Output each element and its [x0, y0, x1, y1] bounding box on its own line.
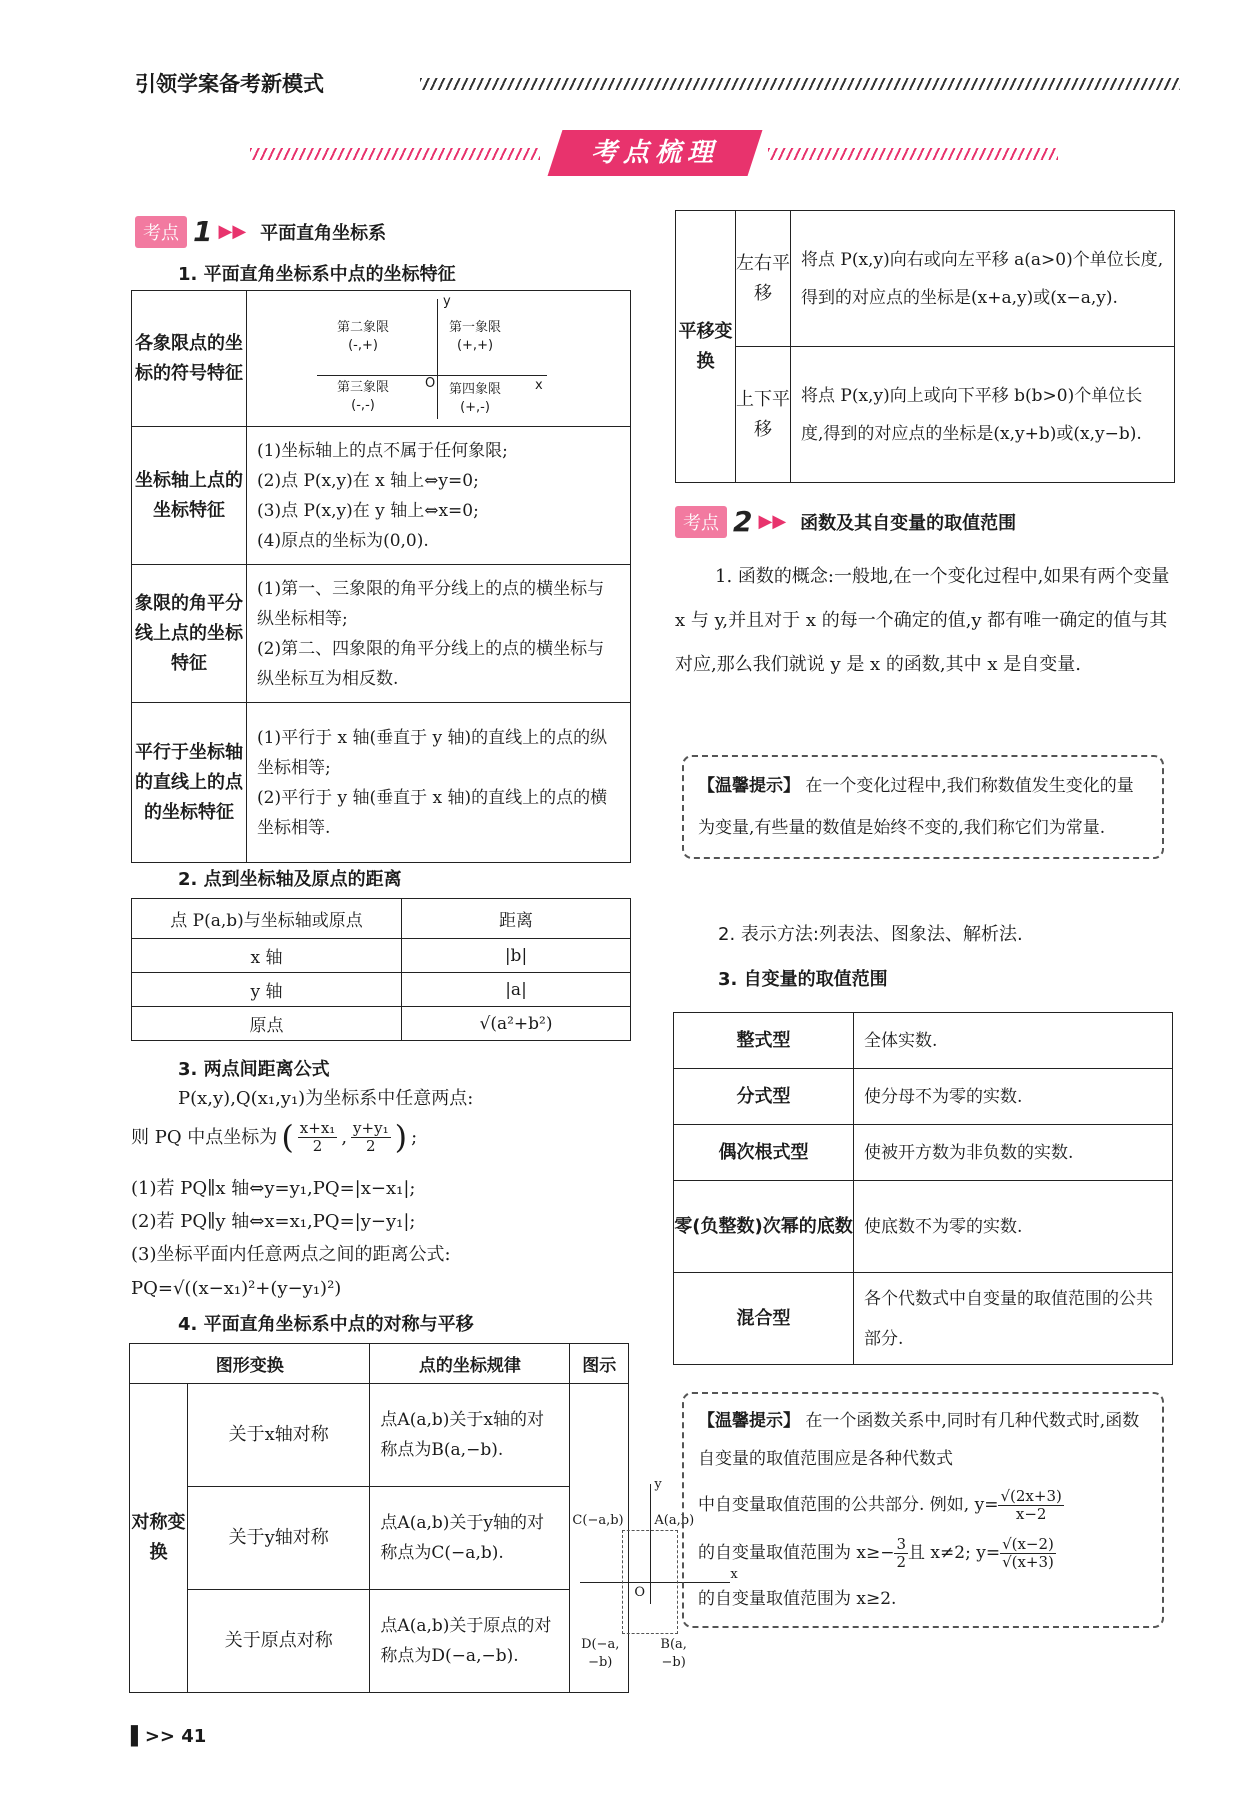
distance-table: 点 P(a,b)与坐标轴或原点 距离 x 轴 |b| y 轴 |a| 原点 √(a²+b²): [131, 898, 631, 1041]
translation-table: 平移变换 左右平移 将点 P(x,y)向右或向左平移 a(a>0)个单位长度,得到的对应点的坐标是(x+a,y)或(x−a,y). 上下平移 将点 P(x,y)向上或向下平移 b(b>0)个单位长度,得到的对应点的坐标是(x,y+b)或(x,y−b).: [675, 210, 1175, 483]
symmetry-figure: y x O A(a,b) C(−a,b) D(−a,−b) B(a,−b): [570, 1384, 629, 1693]
banner-rule-left: [250, 148, 540, 160]
header-title: 引领学案备考新模式: [135, 71, 324, 96]
banner-rule-right: [768, 148, 1058, 160]
f2-text: 2. 表示方法:列表法、图象法、解析法.: [718, 924, 1023, 945]
s1-title: 1. 平面直角坐标系中点的坐标特征: [178, 264, 456, 285]
page-number: ▌>> 41: [131, 1726, 207, 1747]
quadrant-diagram: y x O 第二象限 (-,+) 第一象限 (+,+) 第三象限 (-,-) 第四象限 (+,-): [247, 291, 631, 427]
kaodian-1-heading: 考点 1 ▶▶ 平面直角坐标系: [135, 215, 386, 248]
coord-feature-table: 各象限点的坐标的符号特征 y x O 第二象限 (-,+) 第一象限 (+,+) 第三象限 (-,-) 第四象限 (+,-) 坐标轴上点的坐标特征 (1)坐标轴上的点不属于任何象限; (2)点 P(x,y)在 x 轴上⇔y=0; (3)点 P(x,y)在 y 轴上⇔x=0; (4)原点的坐标为(0,0). 象限的角平分线上点的坐标特征 (1)第一、三象限的角平分线上的点的横坐标与纵坐标相等; (2)第二、四象限的角平分线上的点的横坐标与纵坐标互为相反数. 平行于坐标轴的直线上的点的坐标特征 (1)平行于 x 轴(垂直于 y 轴)的直线上的点的纵坐标相等; (2)平行于 y 轴(垂直于 x 轴)的直线上的点的横坐标相等.: [131, 290, 631, 863]
domain-table: 整式型 全体实数. 分式型 使分母不为零的实数. 偶次根式型 使被开方数为非负数的实数. 零(负整数)次幂的底数 使底数不为零的实数. 混合型 各个代数式中自变量的取值范围的公共部分.: [673, 1012, 1173, 1365]
s4-title: 4. 平面直角坐标系中点的对称与平移: [178, 1314, 474, 1335]
row-label: 各象限点的坐标的符号特征: [132, 291, 247, 427]
symmetry-table: 图形变换 点的坐标规律 图示 对称变换 关于x轴对称 点A(a,b)关于x轴的对称点为B(a,−b). y x O A(a,b) C(−a,b) D(−a,−b) B(a,−b) 关于y轴对称 点A(a,b)关于y轴的对称点为C(−a,b). 关于原点对称 点A(a,b)关于原点的对称点为D(−a,−b).: [129, 1343, 629, 1693]
midpoint-formula: 则 PQ 中点坐标为 ( $\frac{\text{x+x₁}}{2}$ , $\frac{\text{y+y₁}}{2}$ ) ;: [131, 1118, 418, 1156]
section-banner: 考点梳理: [548, 130, 763, 176]
header-rule: [420, 78, 1180, 90]
f3-title: 3. 自变量的取值范围: [718, 969, 888, 990]
s3-title: 3. 两点间距离公式: [178, 1059, 330, 1080]
s2-title: 2. 点到坐标轴及原点的距离: [178, 869, 402, 890]
tip-box-2: 【温馨提示】 在一个函数关系中,同时有几种代数式时,函数自变量的取值范围应是各种代数式 中自变量取值范围的公共部分. 例如, y= $\frac{√(2x+3)}{x-2}$ 的自变量取值范围为 x≥− $\frac{3}{2}$ 且 x≠2; y= $\frac{√(x-2)}{√(x+3)}$ 的自变量取值范围为 x≥2.: [682, 1392, 1164, 1628]
kaodian-2-heading: 考点 2 ▶▶ 函数及其自变量的取值范围: [675, 505, 1016, 538]
function-definition: 1. 函数的概念:一般地,在一个变化过程中,如果有两个变量 x 与 y,并且对于 x 的每一个确定的值,y 都有唯一确定的值与其对应,那么我们就说 y 是 x 的函数,其中 x 是自变量.: [675, 566, 1170, 675]
tip-box-1: 【温馨提示】 在一个变化过程中,我们称数值发生变化的量为变量,有些量的数值是始终不变的,我们称它们为常量.: [682, 755, 1164, 859]
